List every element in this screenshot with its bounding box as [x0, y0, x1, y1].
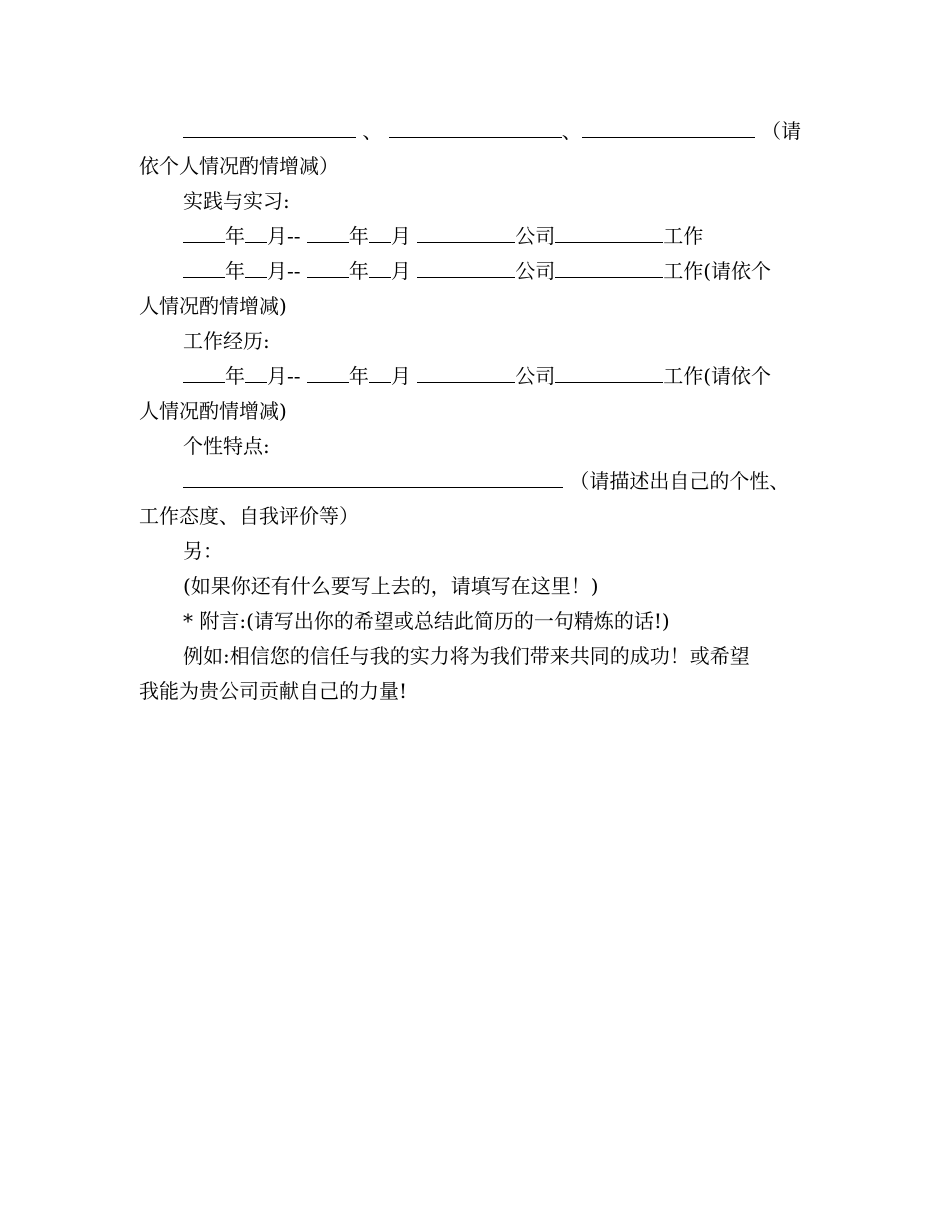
year-label: 年: [348, 224, 369, 248]
month-label: 月: [390, 224, 411, 248]
document-page: [139, 114, 813, 709]
separator: 、: [561, 119, 582, 143]
example-line-1: 例如:相信您的信任与我的实力将为我们带来共同的成功！或希望: [183, 644, 750, 668]
year-blank: [307, 255, 349, 278]
experience-note-continuation: 人情况酌情增减): [139, 399, 287, 423]
experience-heading: 工作经历:: [183, 329, 270, 353]
personality-note-continuation: 工作态度、自我评价等）: [139, 504, 359, 528]
month-blank: [369, 220, 391, 243]
month-blank: [245, 220, 267, 243]
personality-blank: [183, 465, 563, 488]
company-label: 公司: [515, 364, 556, 388]
month-dash-label: 月--: [267, 224, 301, 248]
company-blank: [417, 360, 515, 383]
year-blank: [307, 220, 349, 243]
skills-blanks-line: [139, 114, 813, 149]
month-blank: [369, 360, 391, 383]
other-text: (如果你还有什么要写上去的，请填写在这里！): [183, 574, 599, 598]
month-blank: [369, 255, 391, 278]
month-label: 月: [390, 259, 411, 283]
work-blank: [555, 220, 663, 243]
postscript-text: * 附言:(请写出你的希望或总结此简历的一句精炼的话!): [183, 609, 670, 633]
separator: 、: [362, 119, 383, 143]
work-note-label: 工作(请依个: [663, 364, 772, 388]
year-label: 年: [225, 259, 245, 283]
company-label: 公司: [515, 259, 556, 283]
month-dash-label: 月--: [267, 364, 301, 388]
company-blank: [417, 255, 515, 278]
skills-note-start: （请: [761, 119, 802, 143]
year-blank: [183, 255, 225, 278]
year-blank: [183, 360, 225, 383]
year-label: 年: [225, 364, 245, 388]
work-blank: [555, 360, 663, 383]
practice-note-continuation: 人情况酌情增减): [139, 294, 287, 318]
company-label: 公司: [515, 224, 556, 248]
practice-heading: 实践与实习:: [183, 189, 290, 213]
skill-blank-1: [183, 115, 356, 138]
practice-entry-1: [139, 219, 813, 254]
skill-blank-2: [389, 115, 562, 138]
skill-blank-3: [582, 115, 755, 138]
year-label: 年: [348, 259, 369, 283]
personality-note-start: （请描述出自己的个性、: [569, 469, 790, 493]
work-label: 工作: [663, 224, 704, 248]
example-line-2: 我能为贵公司贡献自己的力量!: [139, 679, 408, 703]
practice-entry-2: [139, 254, 813, 289]
personality-blank-line: [139, 464, 813, 499]
year-blank: [183, 220, 225, 243]
year-label: 年: [225, 224, 245, 248]
month-blank: [245, 255, 267, 278]
skills-note-continuation: 依个人情况酌情增减）: [139, 154, 339, 178]
work-note-label: 工作(请依个: [663, 259, 772, 283]
other-heading: 另：: [183, 539, 223, 563]
month-dash-label: 月--: [267, 259, 301, 283]
personality-heading: 个性特点:: [183, 434, 270, 458]
year-blank: [307, 360, 349, 383]
experience-entry-1: [139, 359, 813, 394]
month-blank: [245, 360, 267, 383]
year-label: 年: [348, 364, 369, 388]
company-blank: [417, 220, 515, 243]
month-label: 月: [390, 364, 411, 388]
work-blank: [555, 255, 663, 278]
